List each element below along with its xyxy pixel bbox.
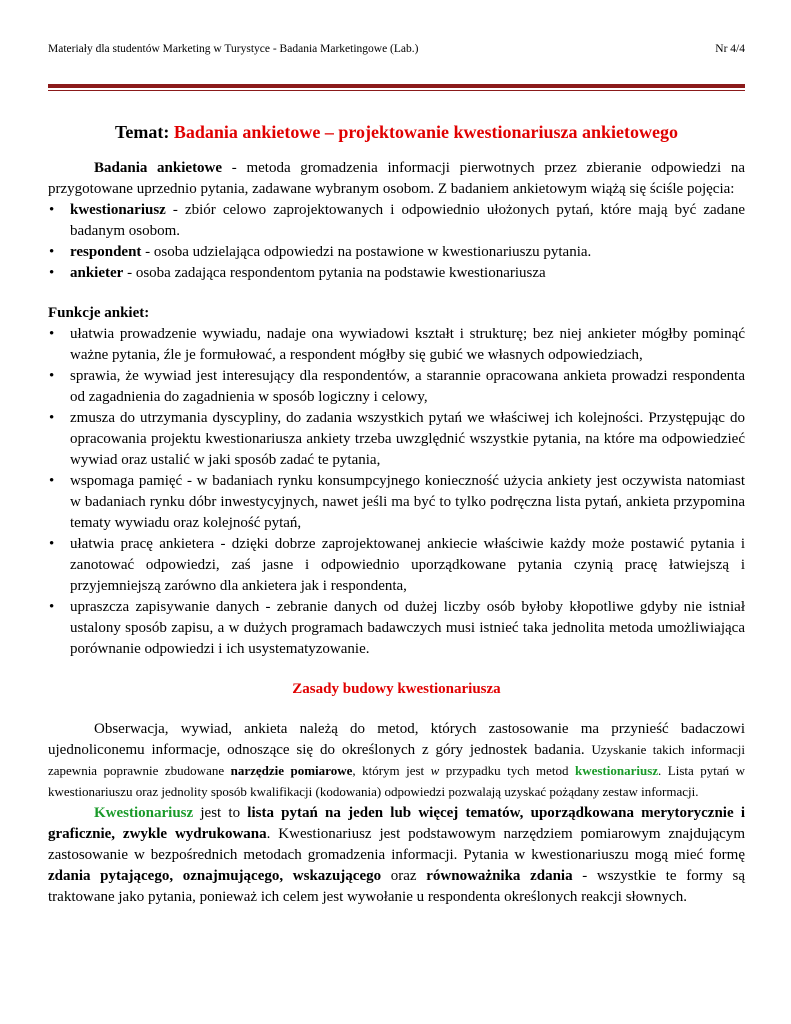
bullet-icon: •	[49, 202, 55, 218]
definition-text: - osoba udzielająca odpowiedzi na postawione w kwestionariuszu pytania.	[141, 244, 592, 260]
bullet-icon: •	[49, 536, 55, 552]
rules-paragraph-2: Kwestionariusz jest to lista pytań na jeden lub więcej tematów, uporządkowana merytorycznie i graficznie, zwykle wydrukowana. Kwestionariusz jest podstawowym narzędziem pomiarowym znajdującym zastosowanie w bezpośrednich metodach gromadzenia informacji. Pytania w kwestionariuszu mogą mieć formę zdania pytającego, oznajmującego, wskazującego oraz równoważnika zdania - wszystkie te formy są traktowane jako pytania, ponieważ ich celem jest wywołanie u respondenta określonych reakcji słownych.	[48, 805, 746, 905]
bullet-icon: •	[49, 410, 55, 426]
page-title	[48, 122, 745, 143]
rules-paragraph-1: Obserwacja, wywiad, ankieta należą do metod, których zastosowanie ma przynieść badaczowi ujednoliconemu informacje, odnoszące się do określonych z góry jednostek badania. Uzyskanie takich informacji zapewnia poprawnie zbudowane narzędzie pomiarowe, którym jest w przypadku tych metod kwestionariusz. Lista pytań w kwestionariuszu oraz jednolity sposób kwalifikacji (kodowania) odpowiedzi pozwalają uzyskać pożądany zestaw informacji.	[48, 721, 745, 799]
list-item	[48, 471, 745, 534]
list-item	[48, 242, 745, 263]
function-text: upraszcza zapisywanie danych - zebranie danych od dużej liczby osób byłoby kłopotliwe gdyby nie istniał ustalony sposób zapisu, a w dużych programach badawczych musi istnieć taka jednolita metoda umożliwiająca porównanie odpowiedzi i ich usystematyzowanie.	[70, 599, 745, 657]
list-item	[48, 408, 745, 471]
document-body	[48, 122, 745, 908]
title-text: Badania ankietowe – projektowanie kwestionariusza ankietowego	[173, 122, 678, 142]
bullet-icon: •	[49, 368, 55, 384]
list-item	[48, 200, 745, 242]
intro-paragraph	[48, 158, 745, 200]
list-item	[48, 366, 745, 408]
definition-term: respondent	[70, 244, 142, 260]
section-heading: Zasady budowy kwestionariusza	[292, 681, 501, 697]
bullet-icon: •	[49, 244, 55, 260]
intro-text: - metoda gromadzenia informacji pierwotnych przez zbieranie odpowiedzi na przygotowane uprzednio pytania, zadawane wybranym osobom. Z badaniem ankietowym wiążą się ściśle pojęcia:	[48, 160, 745, 197]
bullet-icon: •	[49, 473, 55, 489]
function-text: ułatwia pracę ankietera - dzięki dobrze zaprojektowanej ankiecie właściwie każdy może postawić pytania i zanotować odpowiedzi, zaś jasne i odpowiednio uporządkowane pytania czynią pracę łatwiejszą i przyjemniejszą zarówno dla ankietera jak i respondenta,	[70, 536, 745, 594]
header-rule-thick	[48, 84, 745, 88]
function-text: zmusza do utrzymania dyscypliny, do zadania wszystkich pytań we właściwej ich kolejności. Przystępując do opracowania projektu kwestionariusza ankiety trzeba uwzględnić wszystkie pytania, na które ma odpowiedzieć wywiad oraz ustalić w jaki sposób zadać te pytania,	[70, 410, 745, 468]
questionnaire-term: kwestionariusz	[574, 763, 659, 778]
bullet-icon: •	[49, 599, 55, 615]
list-item	[48, 597, 745, 660]
definition-text: - osoba zadająca respondentom pytania na podstawie kwestionariusza	[123, 265, 546, 281]
title-prefix: Temat:	[114, 122, 174, 142]
definition-term: kwestionariusz	[70, 202, 166, 218]
definitions-list	[48, 200, 745, 284]
list-item	[48, 324, 745, 366]
header-rule-thin	[48, 90, 745, 91]
function-text: wspomaga pamięć - w badaniach rynku konsumpcyjnego konieczność użycia ankiety jest oczywista natomiast w badaniach rynku dóbr inwestycyjnych, nawet jeśli ma być to tylko podręczna lista pytań, ankieta przypomina tematy wywiadu oraz kolejność pytań,	[70, 473, 745, 531]
functions-list	[48, 324, 745, 660]
header-page-number: Nr 4/4	[715, 43, 745, 55]
function-text: sprawia, że wywiad jest interesujący dla respondentów, a starannie opracowana ankieta prowadzi respondenta od zagadnienia do zagadnienia w sposób logiczny i celowy,	[70, 368, 745, 405]
header-course-info: Materiały dla studentów Marketing w Turystyce - Badania Marketingowe (Lab.)	[48, 43, 419, 55]
questionnaire-term: Kwestionariusz	[94, 805, 194, 821]
bullet-icon: •	[49, 265, 55, 281]
measurement-tool-term: narzędzie pomiarowe	[230, 763, 353, 778]
bullet-icon: •	[49, 326, 55, 342]
list-item	[48, 534, 745, 597]
functions-heading: Funkcje ankiet:	[48, 305, 150, 321]
intro-term: Badania ankietowe	[94, 160, 223, 176]
definition-text: - zbiór celowo zaprojektowanych i odpowiednio ułożonych pytań, które mają być zadane badanym osobom.	[70, 202, 745, 239]
function-text: ułatwia prowadzenie wywiadu, nadaje ona wywiadowi kształt i strukturę; bez niej ankieter mógłby pominąć ważne pytania, źle je formułować, a respondent mógłby się gubić we własnych odpowiedziach,	[70, 326, 745, 363]
definition-term: ankieter	[70, 265, 124, 281]
list-item	[48, 263, 745, 284]
